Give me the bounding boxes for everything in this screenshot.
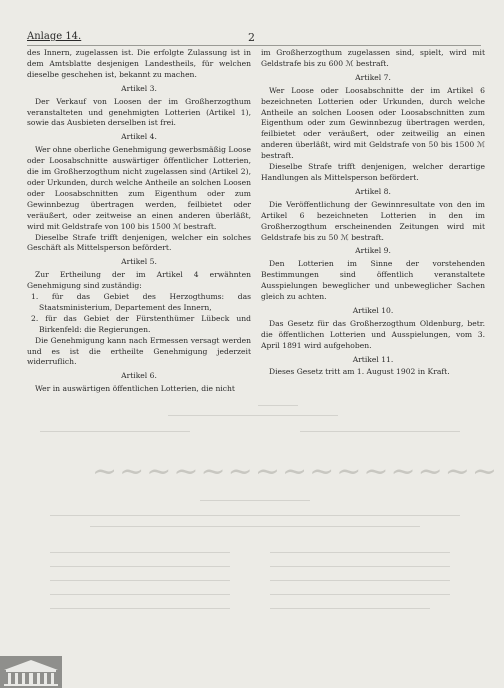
paragraph: Das Gesetz für das Großherzogthum Oldenburg, betr. die öffentlichen Lotterien und Ausspielungen, vom 3. April 1891 wird aufgehoben. [261, 318, 485, 350]
library-building-logo [0, 656, 62, 688]
article-heading: Artikel 7. [355, 72, 391, 82]
paragraph: Dieselbe Strafe trifft denjenigen, welcher ein solches Geschäft als Mittelsperson befördert. [27, 232, 251, 253]
paragraph: Wer in auswärtigen öffentlichen Lotterien, die nicht [35, 384, 235, 394]
header-rule [27, 45, 481, 46]
paragraph: Die Genehmigung kann nach Ermessen versagt werden und es ist die ertheilte Genehmigung jederzeit widerruflich. [27, 335, 251, 367]
paragraph: Die Veröffentlichung der Gewinnresultate von den im Artikel 6 bezeichneten Lotterien in den im Großherzogthum erscheinenden Zeitungen wird mit Geldstrafe bis zu 50 ℳ bestraft. [261, 199, 485, 242]
list-item: 2. für das Gebiet der Fürstenthümer Lübeck und Birkenfeld: die Regierungen. [31, 313, 251, 334]
paragraph-continuation: des Innern, zugelassen ist. Die erfolgte Zulassung ist in dem Amtsblatte desjenigen Landestheils, für welchen dieselbe geschehen ist, bekannt zu machen. [27, 48, 251, 79]
document-page: Anlage 14. 2 des Innern, zugelassen ist. Die erfolgte Zulassung ist in dem Amtsblatte desjenigen Landestheils, für welchen dieselbe geschehen ist, bekannt zu machen. Artikel 3. Der Verkauf von Loosen der im Großherzogthum veranstalteten und genehmigten Lotterien (Artikel 1), sowie das Ausbieten derselben ist frei. Artikel 4. Wer ohne oberliche Genehmigung gewerbsmäßig Loose oder Loosabschnitte auswärtiger öffentlicher Lotterien, die im Großherzogthum nicht zugelassen sind (Artikel 2), oder Urkunden, durch welche Antheile an solchen Loosen oder Loosabschnitten zum Eigenthum oder zum Gewinnbezug übertragen werden, feilbietet oder veräußert, oder zeitweise an einen anderen überläßt, wird mit Geldstrafe von 100 bis 1500 ℳ bestraft. Dieselbe Strafe trifft denjenigen, welcher ein solches Geschäft als Mittelsperson befördert. Artikel 5. Zur Ertheilung der im Artikel 4 erwähnten Genehmigung sind zuständig: 1. für das Gebiet des Herzogthums: das Staatsministerium, Departement des Innern, 2. für das Gebiet der Fürstenthümer Lübeck und Birkenfeld: die Regierungen. Die Genehmigung kann nach Ermessen versagt werden und es ist die ertheilte Genehmigung jederzeit widerruflich. Artikel 6. Wer in auswärtigen öffentlichen Lotterien, die nicht im Großherzogthum zugelassen sind, spielt, wird mit Geldstrafe bis zu 600 ℳ bestraft. Artikel 7. Wer Loose oder Loosabschnitte der im Artikel 6 bezeichneten Lotterien oder Urkunden, durch welche Antheile an solchen Loosen oder Loosabschnitten zum Eigenthum oder zum Gewinnbezug übertragen werden, feilbietet oder veräußert, oder zeitweilig an einen anderen überläßt, wird mit Geldstrafe von 50 bis 1500 ℳ bestraft. Dieselbe Strafe trifft denjenigen, welcher derartige Handlungen als Mittelsperson befördert. Artikel 8. Die Veröffentlichung der Gewinnresultate von den im Artikel 6 bezeichneten Lotterien in den im Großherzogthum erscheinenden Zeitungen wird mit Geldstrafe bis zu 50 ℳ bestraft. Artikel 9. Den Lotterien im Sinne der vorstehenden Bestimmungen sind öffentlich veranstaltete Ausspielungen beweglicher und unbeweglicher Sachen gleich zu achten. Artikel 10. Das Gesetz für das Großherzogthum Oldenburg, betr. die öffentlichen Lotterien und Ausspielungen, vom 3. April 1891 wird aufgehoben. Artikel 11. Dieses Gesetz tritt am 1. August 1902 in Kraft. ~~~~~~~~~~~~~~~ [0, 0, 504, 688]
right-text-column [261, 48, 485, 378]
paragraph: Wer Loose oder Loosabschnitte der im Artikel 6 bezeichneten Lotterien oder Urkunden, durch welche Antheile an solchen Loosen oder Loosabschnitten zum Eigenthum oder zum Gewinnbezug übertragen werden, feilbietet oder veräußert, oder zeitweilig an einen anderen überläßt, wird mit Geldstrafe von 50 bis 1500 ℳ bestraft. [261, 85, 485, 161]
article-heading: Artikel 3. [121, 83, 157, 93]
paragraph: Zur Ertheilung der im Artikel 4 erwähnten Genehmigung sind zuständig: [27, 270, 251, 291]
paragraph: Dieses Gesetz tritt am 1. August 1902 in Kraft. [269, 367, 450, 377]
annex-label: Anlage 14. [27, 31, 82, 42]
article-heading: Artikel 11. [352, 354, 394, 364]
article-heading: Artikel 6. [121, 371, 157, 381]
article-heading: Artikel 5. [121, 257, 157, 267]
article-heading: Artikel 9. [355, 246, 391, 256]
left-text-column [27, 48, 251, 395]
paragraph: Wer ohne oberliche Genehmigung gewerbsmäßig Loose oder Loosabschnitte auswärtiger öffentlicher Lotterien, die im Großherzogthum nicht zugelassen sind (Artikel 2), oder Urkunden, durch welche Antheile an solchen Loosen oder Loosabschnitten zum Eigenthum oder zum Gewinnbezug übertragen werden, feilbietet oder veräußert, oder zeitweise an einen anderen überläßt, wird mit Geldstrafe von 100 bis 1500 ℳ bestraft. [27, 145, 251, 231]
paragraph-continuation: im Großherzogthum zugelassen sind, spielt, wird mit Geldstrafe bis zu 600 ℳ bestraft. [261, 48, 485, 68]
paragraph: Den Lotterien im Sinne der vorstehenden Bestimmungen sind öffentlich veranstaltete Ausspielungen beweglicher und unbeweglicher Sachen gleich zu achten. [261, 259, 485, 302]
list-item: 1. für das Gebiet des Herzogthums: das Staatsministerium, Departement des Innern, [31, 292, 251, 312]
article-heading: Artikel 10. [352, 305, 394, 315]
paragraph: Der Verkauf von Loosen der im Großherzogthum veranstalteten und genehmigten Lotterien (Artikel 1), sowie das Ausbieten derselben ist frei. [27, 96, 251, 128]
article-heading: Artikel 8. [355, 186, 391, 196]
article-heading: Artikel 4. [121, 132, 157, 142]
page-number: 2 [248, 31, 255, 44]
paragraph: Dieselbe Strafe trifft denjenigen, welcher derartige Handlungen als Mittelsperson befördert. [261, 162, 485, 182]
